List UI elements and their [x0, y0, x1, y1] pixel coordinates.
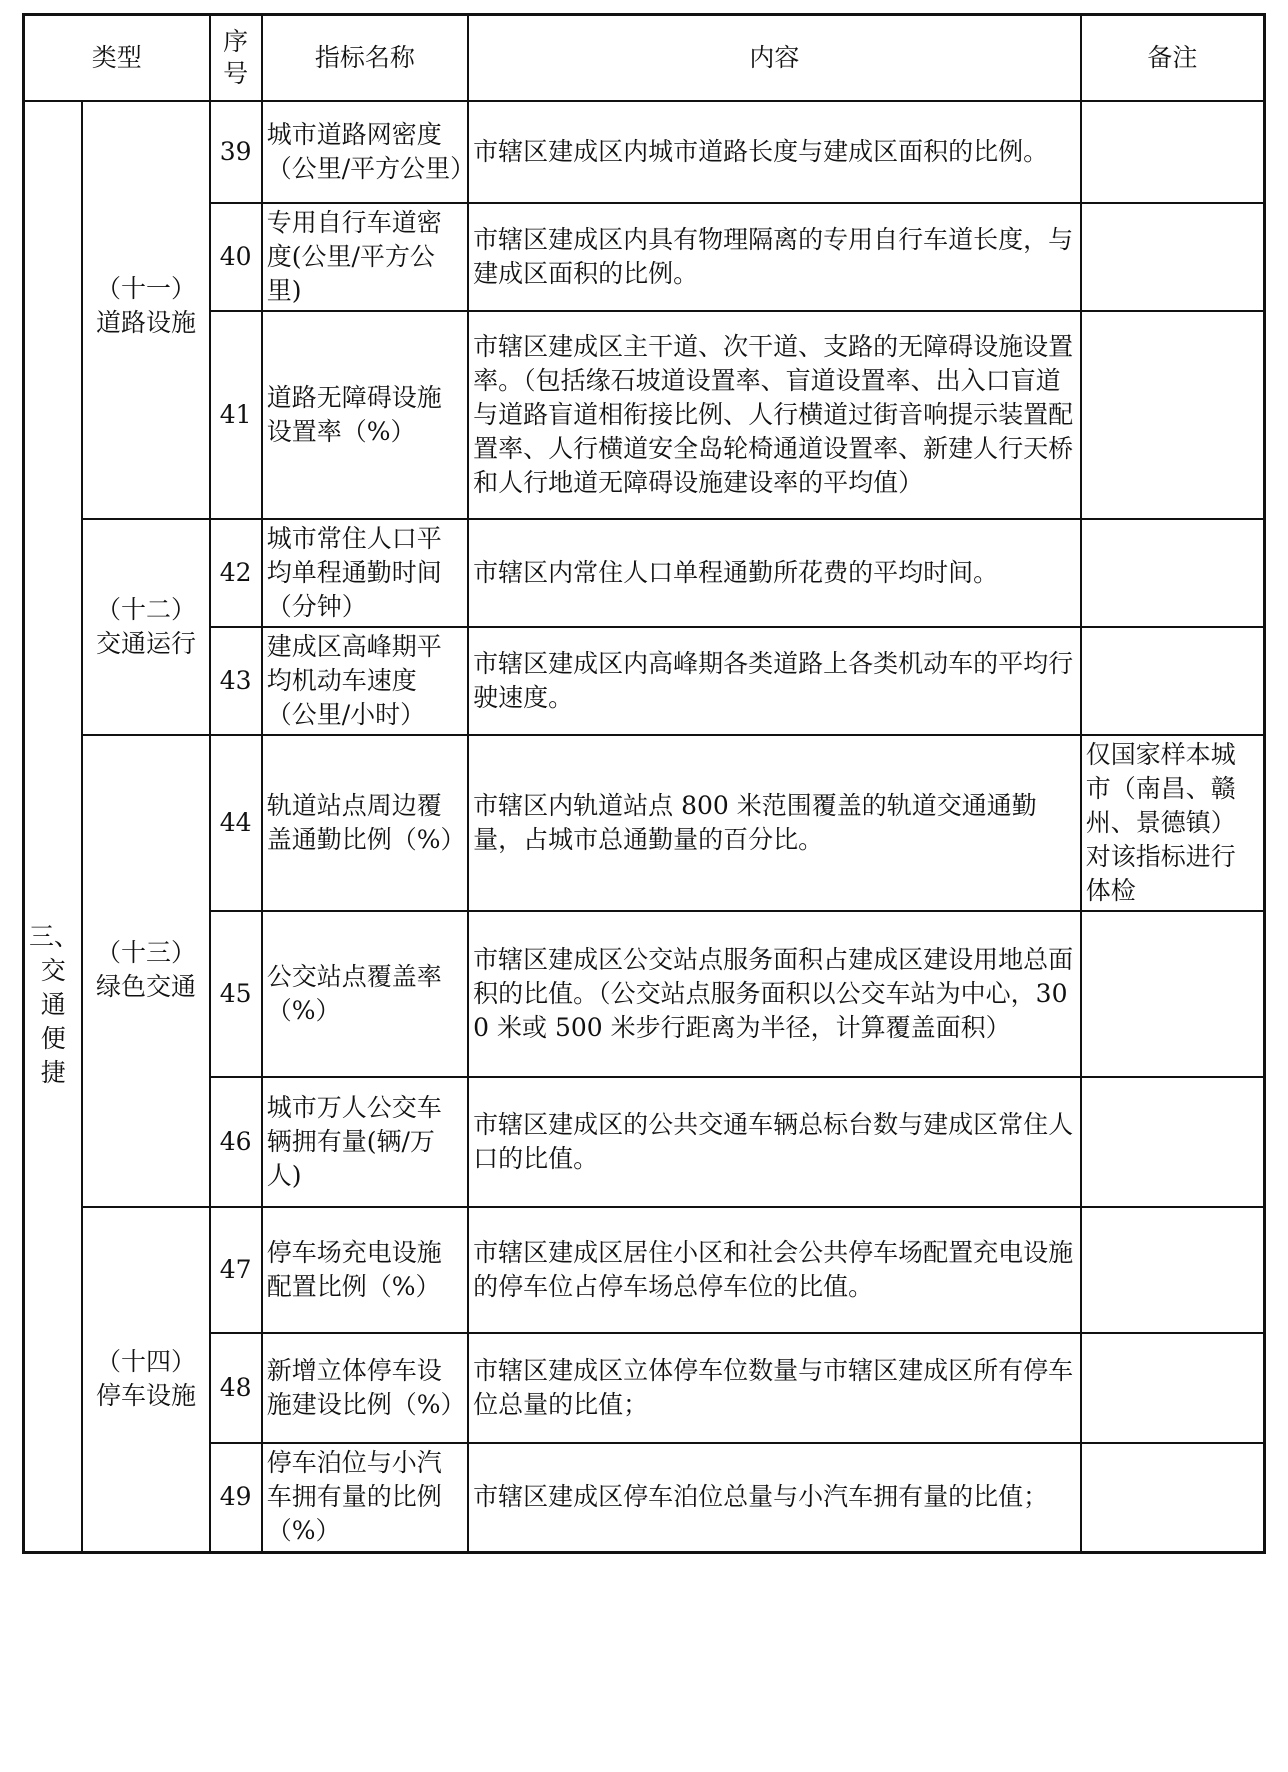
row-name: 新增立体停车设施建设比例（%） — [262, 1333, 468, 1443]
header-row — [24, 15, 1265, 101]
row-name: 停车泊位与小汽车拥有量的比例（%） — [262, 1443, 468, 1553]
row-note — [1081, 519, 1265, 627]
row-seq: 41 — [210, 311, 262, 519]
row-seq: 46 — [210, 1077, 262, 1207]
table-row — [24, 203, 1265, 311]
row-note — [1081, 627, 1265, 735]
row-content: 市辖区建成区的公共交通车辆总标台数与建成区常住人口的比值。 — [468, 1077, 1081, 1207]
row-name: 城市万人公交车辆拥有量(辆/万人) — [262, 1077, 468, 1207]
row-seq: 42 — [210, 519, 262, 627]
row-content: 市辖区建成区内城市道路长度与建成区面积的比例。 — [468, 101, 1081, 203]
row-seq: 48 — [210, 1333, 262, 1443]
row-note — [1081, 1207, 1265, 1333]
table-row — [24, 911, 1265, 1077]
row-note — [1081, 1333, 1265, 1443]
row-content: 市辖区建成区内高峰期各类道路上各类机动车的平均行驶速度。 — [468, 627, 1081, 735]
row-content: 市辖区建成区公交站点服务面积占建成区建设用地总面积的比值。（公交站点服务面积以公交车站为中心，300 米或 500 米步行距离为半径，计算覆盖面积） — [468, 911, 1081, 1077]
table-row — [24, 627, 1265, 735]
category-cell: 三、交通便捷 — [24, 101, 83, 1553]
row-seq: 40 — [210, 203, 262, 311]
header-content: 内容 — [468, 15, 1081, 101]
header-note: 备注 — [1081, 15, 1265, 101]
row-name: 专用自行车道密度(公里/平方公里) — [262, 203, 468, 311]
row-note — [1081, 311, 1265, 519]
header-name: 指标名称 — [262, 15, 468, 101]
table-row — [24, 519, 1265, 627]
row-seq: 45 — [210, 911, 262, 1077]
row-name: 建成区高峰期平均机动车速度（公里/小时） — [262, 627, 468, 735]
table-row — [24, 1077, 1265, 1207]
group-cell: （十二）交通运行 — [82, 519, 209, 735]
row-note — [1081, 1077, 1265, 1207]
header-seq: 序号 — [210, 15, 262, 101]
table-row — [24, 1333, 1265, 1443]
table-row — [24, 101, 1265, 203]
table-row — [24, 1443, 1265, 1553]
table-row — [24, 735, 1265, 911]
group-cell: （十一）道路设施 — [82, 101, 209, 519]
row-content: 市辖区建成区主干道、次干道、支路的无障碍设施设置率。（包括缘石坡道设置率、盲道设置率、出入口盲道与道路盲道相衔接比例、人行横道过街音响提示装置配置率、人行横道安全岛轮椅通道设置率、新建人行天桥和人行地道无障碍设施建设率的平均值） — [468, 311, 1081, 519]
row-content: 市辖区建成区内具有物理隔离的专用自行车道长度，与建成区面积的比例。 — [468, 203, 1081, 311]
row-name: 停车场充电设施配置比例（%） — [262, 1207, 468, 1333]
header-type: 类型 — [24, 15, 210, 101]
row-content: 市辖区建成区居住小区和社会公共停车场配置充电设施的停车位占停车场总停车位的比值。 — [468, 1207, 1081, 1333]
group-cell: （十三）绿色交通 — [82, 735, 209, 1207]
row-content: 市辖区内轨道站点 800 米范围覆盖的轨道交通通勤量，占城市总通勤量的百分比。 — [468, 735, 1081, 911]
row-content: 市辖区建成区立体停车位数量与市辖区建成区所有停车位总量的比值； — [468, 1333, 1081, 1443]
row-name: 轨道站点周边覆盖通勤比例（%） — [262, 735, 468, 911]
table-row — [24, 311, 1265, 519]
row-seq: 49 — [210, 1443, 262, 1553]
row-seq: 39 — [210, 101, 262, 203]
row-name: 公交站点覆盖率（%） — [262, 911, 468, 1077]
row-seq: 44 — [210, 735, 262, 911]
row-seq: 47 — [210, 1207, 262, 1333]
row-name: 城市常住人口平均单程通勤时间（分钟） — [262, 519, 468, 627]
group-cell: （十四）停车设施 — [82, 1207, 209, 1553]
row-name: 道路无障碍设施设置率（%） — [262, 311, 468, 519]
row-content: 市辖区建成区停车泊位总量与小汽车拥有量的比值； — [468, 1443, 1081, 1553]
row-seq: 43 — [210, 627, 262, 735]
row-name: 城市道路网密度（公里/平方公里） — [262, 101, 468, 203]
row-content: 市辖区内常住人口单程通勤所花费的平均时间。 — [468, 519, 1081, 627]
row-note — [1081, 1443, 1265, 1553]
table-row — [24, 1207, 1265, 1333]
row-note: 仅国家样本城市（南昌、赣州、景德镇）对该指标进行体检 — [1081, 735, 1265, 911]
row-note — [1081, 911, 1265, 1077]
row-note — [1081, 101, 1265, 203]
indicator-table — [22, 13, 1266, 1554]
row-note — [1081, 203, 1265, 311]
